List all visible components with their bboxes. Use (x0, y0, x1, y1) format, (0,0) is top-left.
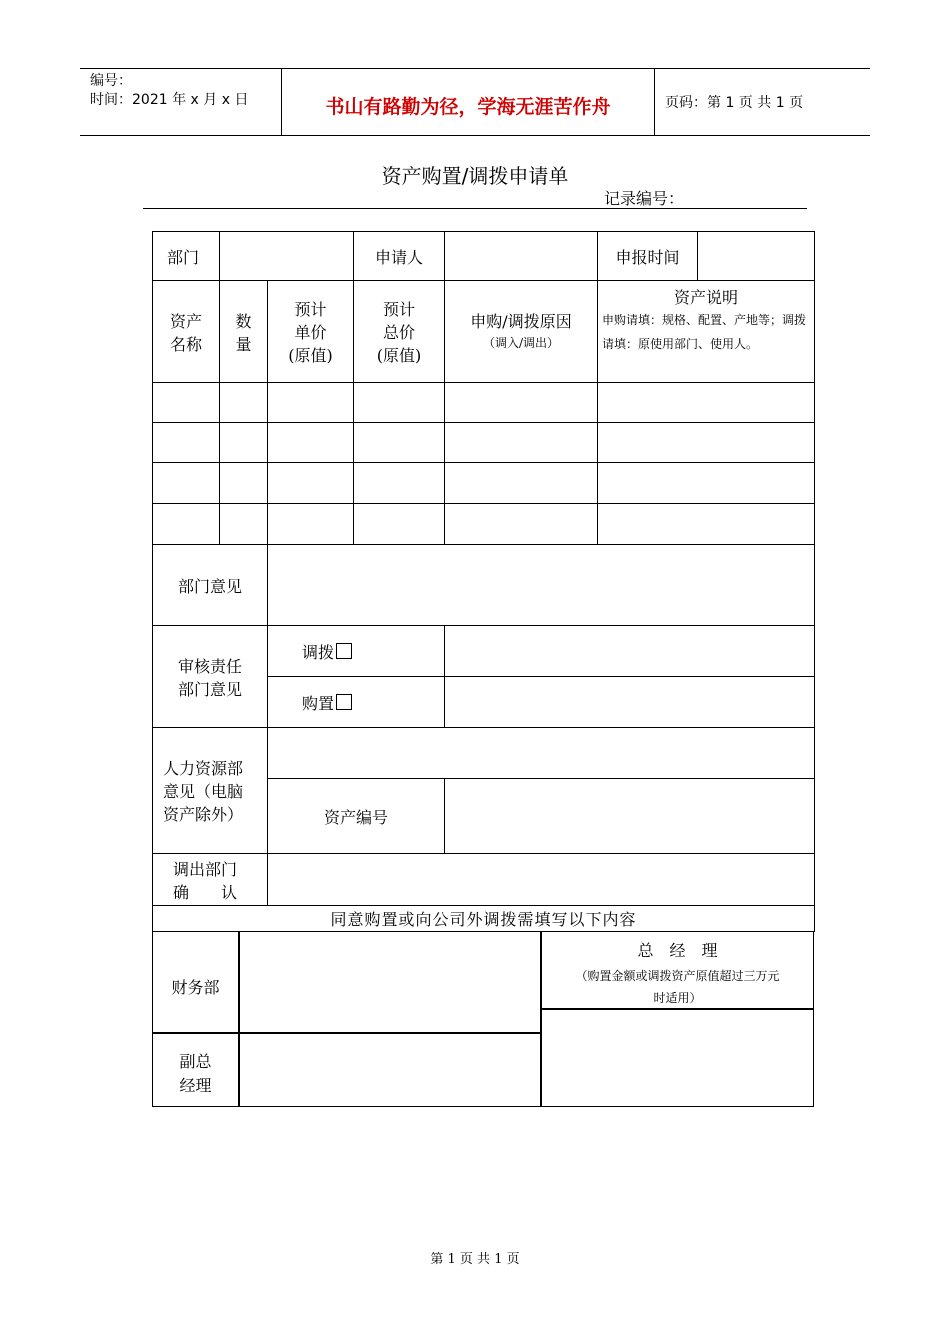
document-time-label: 时间：2021 年 x 月 x 日 (90, 92, 249, 108)
asset-description-header: 资产说明 申购请填：规格、配置、产地等；调拨请填：原使用部门、使用人。 (598, 281, 815, 383)
general-manager-note: （购置金额或调拨资产原值超过三万元 时适用） (575, 969, 780, 1005)
document-number-label: 编号： (90, 73, 132, 89)
deputy-gm-label: 副总 经理 (179, 1052, 212, 1095)
quantity-header: 数 量 (220, 281, 268, 383)
deputy-gm-field[interactable] (240, 1034, 540, 1106)
page-number-label: 页码：第 1 页 共 1 页 (665, 95, 804, 111)
out-dept-confirm-label: 调出部门 确 认 (153, 854, 268, 906)
reason-header: 申购/调拨原因 （调入/调出） (445, 281, 598, 383)
record-number-label: 记录编号： (604, 189, 685, 208)
purchase-opinion-field[interactable] (445, 677, 815, 728)
report-time-label: 申报时间 (598, 232, 698, 281)
fill-notice: 同意购置或向公司外调拨需填写以下内容 (153, 906, 815, 932)
general-manager-field[interactable] (542, 1010, 813, 1106)
out-dept-confirm-field[interactable] (268, 854, 815, 906)
transfer-opinion-field[interactable] (445, 626, 815, 677)
purchase-checkbox-option[interactable]: 购置 (268, 677, 445, 728)
asset-number-label: 资产编号 (268, 779, 445, 854)
asset-name-header: 资产 名称 (153, 281, 220, 383)
dept-label: 部门 (153, 232, 220, 281)
applicant-label: 申请人 (354, 232, 445, 281)
table-row (153, 504, 815, 545)
general-manager-label: 总 经 理 (637, 941, 718, 960)
table-row (153, 463, 815, 504)
applicant-field[interactable] (445, 232, 598, 281)
asset-request-form (152, 231, 815, 932)
transfer-checkbox[interactable] (336, 643, 352, 659)
dept-opinion-field[interactable] (268, 545, 815, 626)
hr-opinion-field[interactable] (268, 728, 815, 779)
finance-field[interactable] (240, 934, 540, 1031)
dept-field[interactable] (220, 232, 354, 281)
page-title: 资产购置/调拨申请单 (381, 164, 569, 188)
page-footer: 第 1 页 共 1 页 (430, 1252, 520, 1267)
finance-label: 财务部 (171, 978, 220, 997)
table-row (153, 423, 815, 463)
purchase-checkbox[interactable] (336, 694, 352, 710)
header-motto: 书山有路勤为径，学海无涯苦作舟 (325, 96, 611, 118)
hr-opinion-label: 人力资源部 意见（电脑 资产除外） (153, 728, 268, 854)
unit-price-header: 预计 单价 (原值) (268, 281, 354, 383)
total-price-header: 预计 总价 (原值) (354, 281, 445, 383)
table-row (153, 383, 815, 423)
transfer-checkbox-option[interactable]: 调拨 (268, 626, 445, 677)
review-dept-opinion-label: 审核责任 部门意见 (153, 626, 268, 728)
dept-opinion-label: 部门意见 (153, 545, 268, 626)
asset-number-field[interactable] (445, 779, 815, 854)
report-time-field[interactable] (698, 232, 815, 281)
